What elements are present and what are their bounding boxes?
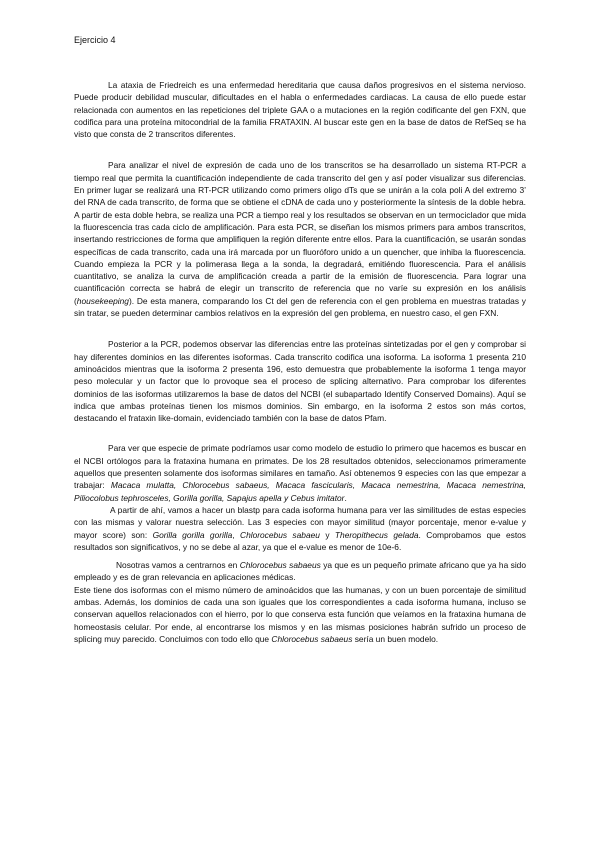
paragraph-isoforms: Posterior a la PCR, podemos observar las diferencias entre las proteínas sintetizadas por el gen y comprobar si hay diferentes dominios en las diferentes isoformas. Cada transcrito codifica una isoforma. La isoforma 1 presenta 210 aminoácidos mientras que la isoforma 2 presenta 196, esto demuestra que probablemente la isoforma 1 tenga mayor peso molecular y un factor que lo provoque sea el proceso de splicing alternativo. Para comprobar los diferentes dominios de las isoformas utilizaremos la base de datos del NCBI (el subapartado Identify Conserved Domains). Aquí se indica que ambas proteínas tienen los mismos dominios. Sin embargo, en la isoforma 2 estos son más cortos, destacando el frataxin like-domain, evidenciado también con la base de datos Pfam. bbox=[74, 339, 526, 424]
paragraph-conclusion-text-2: sería un buen modelo. bbox=[352, 633, 439, 644]
paragraph-blastp-species-1: Gorilla gorilla gorilla bbox=[152, 529, 233, 540]
paragraph-blastp-sep-1: , bbox=[232, 529, 241, 540]
exercise-title: Ejercicio 4 bbox=[74, 35, 116, 45]
paragraph-intro: La ataxia de Friedreich es una enfermedad hereditaria que causa daños progresivos en el sistema nervioso. Puede producir debilidad muscular, dificultades en el habla o enfermedades cardiacas. La causa de ello puede estar relacionada con aumentos en las repeticiones del triplete GAA o a mutaciones en la región codificante del gen FXN, que codifica para una proteína mitocondrial de la familia FRATAXIN. Al buscar este gen en la base de datos de RefSeq se ha visto que consta de 2 transcritos diferentes. bbox=[74, 80, 526, 140]
document-page bbox=[74, 34, 526, 645]
paragraph-blastp-sep-2: y bbox=[319, 529, 335, 540]
paragraph-focus-text-2: ya que es un pequeño primate africano que ya ha sido empleado y es de gran relevancia en aplicaciones médicas. bbox=[74, 560, 526, 583]
paragraph-rt-pcr bbox=[74, 159, 526, 319]
paragraph-conclusion-species: Chlorocebus sabaeus bbox=[271, 633, 353, 644]
paragraph-conclusion bbox=[74, 584, 526, 645]
paragraph-primates bbox=[74, 442, 526, 503]
paragraph-blastp-text-1: A partir de ahí, vamos a hacer un blastp para cada isoforma humana para ver las similitudes de estas especies con las mismas y valorar nuestra selección. Las 3 especies con mayor similitud (mayor porcentaje, menor e-value y mayor score) son: bbox=[74, 504, 526, 540]
paragraph-blastp bbox=[74, 504, 526, 553]
paragraph-primates-text-1: Para ver que especie de primate podríamos usar como modelo de estudio lo primero que hacemos es buscar en el NCBI ortólogos para la frataxina humana en primates. De los 28 resultados obtenidos, seleccionamos primeramente aquellos que presenten solamente dos isoformas similares en tamaño. Así obtenemos 9 especies con las que empezar a trabajar: bbox=[74, 443, 526, 491]
paragraph-primates-text-2: . bbox=[344, 492, 347, 503]
paragraph-primates-species: Macaca mulatta, Chlorocebus sabaeus, Macaca fascicularis, Macaca nemestrina, Macaca nemestrina, Piliocolobus tephrosceles, Gorilla gorilla, Sapajus apella y Cebus imitator bbox=[74, 480, 526, 503]
paragraph-rt-pcr-italic: housekeeping bbox=[76, 295, 129, 306]
paragraph-blastp-species-2: Chlorocebus sabaeu bbox=[240, 529, 320, 540]
paragraph-conclusion-text-1: Este tiene dos isoformas con el mismo número de aminoácidos que las humanas, y con un buen porcentaje de similitud ambas. Además, los dominios de cada una son iguales que los correspondientes a cada isoforma humana, incluso se conservan aquellos relacionados con el hierro, por lo que conserva esta función que veíamos en la frataxina humana de homeostasis celular. Por ende, al encontrarse los mismos y en las mismas posiciones habrán sufrido un proceso de splicing muy parecido. Concluimos con todo ello que bbox=[74, 584, 526, 644]
paragraph-focus-text-1: Nosotras vamos a centrarnos en bbox=[116, 560, 240, 571]
paragraph-focus-species: Chlorocebus sabaeus bbox=[239, 560, 321, 571]
paragraph-rt-pcr-text-2: ). De esta manera, comparando los Ct del gen de referencia con el gen problema en muestras tratadas y sin tratar, se pueden determinar cambios relativos en la expresión del gen problema, en nuestro caso, el gen FXN. bbox=[74, 295, 526, 319]
paragraph-focus bbox=[74, 559, 526, 584]
paragraph-blastp-species-3: Theropithecus gelada bbox=[334, 529, 419, 540]
paragraph-rt-pcr-text-1: Para analizar el nivel de expresión de cada uno de los transcritos se ha desarrollado un sistema RT-PCR a tiempo real que permita la cuantificación independiente de cada transcrito del gen y así poder visualizar sus diferencias. En primer lugar se realizará una RT-PCR utilizando como primers oligo dTs que se unirán a la cola poli A del extremo 3’ del RNA de cada transcrito, de forma que se obtiene el cDNA de cada uno y posteriormente la síntesis de la doble hebra. A partir de esta doble hebra, se realiza una PCR a tiempo real y los resultados se observan en un termociclador que mida la fluorescencia tras cada ciclo de amplificación. Para esta PCR, se diseñan los mismos primers para ambos transcritos, insertando restricciones de forma que amplifiquen la región diferente entre ellos. Para la cuantificación, se usarán sondas específicas de cada transcrito, cada una irá marcada por un fluoróforo unido a un quencher, que inhiba la fluorescencia. Cuando empieza la PCR y la polimerasa llega a la sonda, la degradará, emitiéndo fluorescencia. Para el análisis cuantitativo, se analiza la curva de amplificación creada a partir de la emisión de fluorescencia. Para lograr una cuantificación correcta se habrá de elegir un transcrito de referencia que no varíe su expresión en los análisis ( bbox=[74, 160, 526, 306]
paragraph-blastp-text-2: . Comprobamos que estos resultados son significativos, y no se debe al azar, ya que el e-value es menor de 10e-6. bbox=[74, 529, 526, 552]
